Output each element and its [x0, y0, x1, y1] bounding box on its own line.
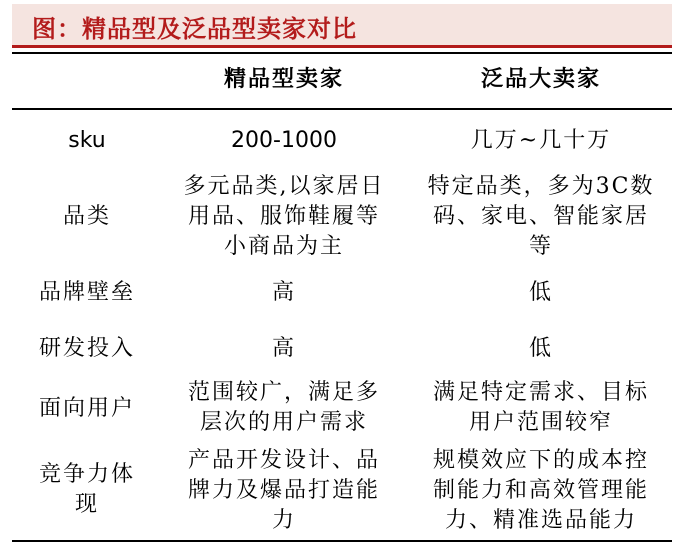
broad-competitiveness-line1: 规模效应下的成本控	[432, 448, 649, 473]
row-label-target-users: 面向用户	[38, 396, 135, 421]
row-label-sku: sku	[68, 128, 106, 153]
figure-title-bar	[12, 4, 672, 48]
premium-brand-barrier: 高	[271, 280, 296, 305]
header-premium-seller: 精品型卖家	[223, 66, 344, 92]
broad-brand-barrier: 低	[528, 280, 553, 305]
premium-target-users-line2: 层次的用户需求	[199, 410, 368, 435]
premium-sku: 200-1000	[231, 128, 337, 153]
bottom-rule	[12, 540, 672, 542]
header-rule	[12, 108, 672, 110]
broad-rnd: 低	[528, 336, 553, 361]
broad-category-line3: 等	[528, 234, 553, 259]
row-label-brand-barrier: 品牌壁垒	[38, 280, 135, 305]
row-label-category: 品类	[62, 204, 111, 229]
broad-competitiveness-line2: 制能力和高效管理能	[432, 478, 649, 503]
broad-category-line2: 码、家电、智能家居	[432, 204, 649, 229]
premium-competitiveness-line1: 产品开发设计、品	[187, 448, 380, 473]
premium-competitiveness-line3: 力	[271, 508, 296, 533]
figure-title: 图：精品型及泛品型卖家对比	[32, 15, 357, 43]
broad-competitiveness-line3: 力、精准选品能力	[444, 508, 637, 533]
broad-sku: 几万~几十万	[470, 128, 612, 153]
premium-category-line3: 小商品为主	[223, 234, 344, 259]
premium-category-line2: 用品、服饰鞋履等	[187, 204, 380, 229]
row-label-rnd: 研发投入	[38, 336, 135, 361]
broad-category-line1: 特定品类，多为3C数	[427, 174, 655, 199]
row-label-competitiveness-line1: 竞争力体	[38, 462, 135, 487]
premium-competitiveness-line2: 牌力及爆品打造能	[187, 478, 380, 503]
broad-target-users-line1: 满足特定需求、目标	[432, 380, 649, 405]
header-broad-seller: 泛品大卖家	[480, 66, 601, 92]
premium-rnd: 高	[271, 336, 296, 361]
premium-category-line1: 多元品类,以家居日	[183, 174, 385, 199]
row-label-competitiveness-line2: 现	[74, 492, 99, 517]
broad-target-users-line2: 用户范围较窄	[468, 410, 613, 435]
top-rule	[12, 52, 672, 54]
premium-target-users-line1: 范围较广，满足多	[187, 380, 380, 405]
